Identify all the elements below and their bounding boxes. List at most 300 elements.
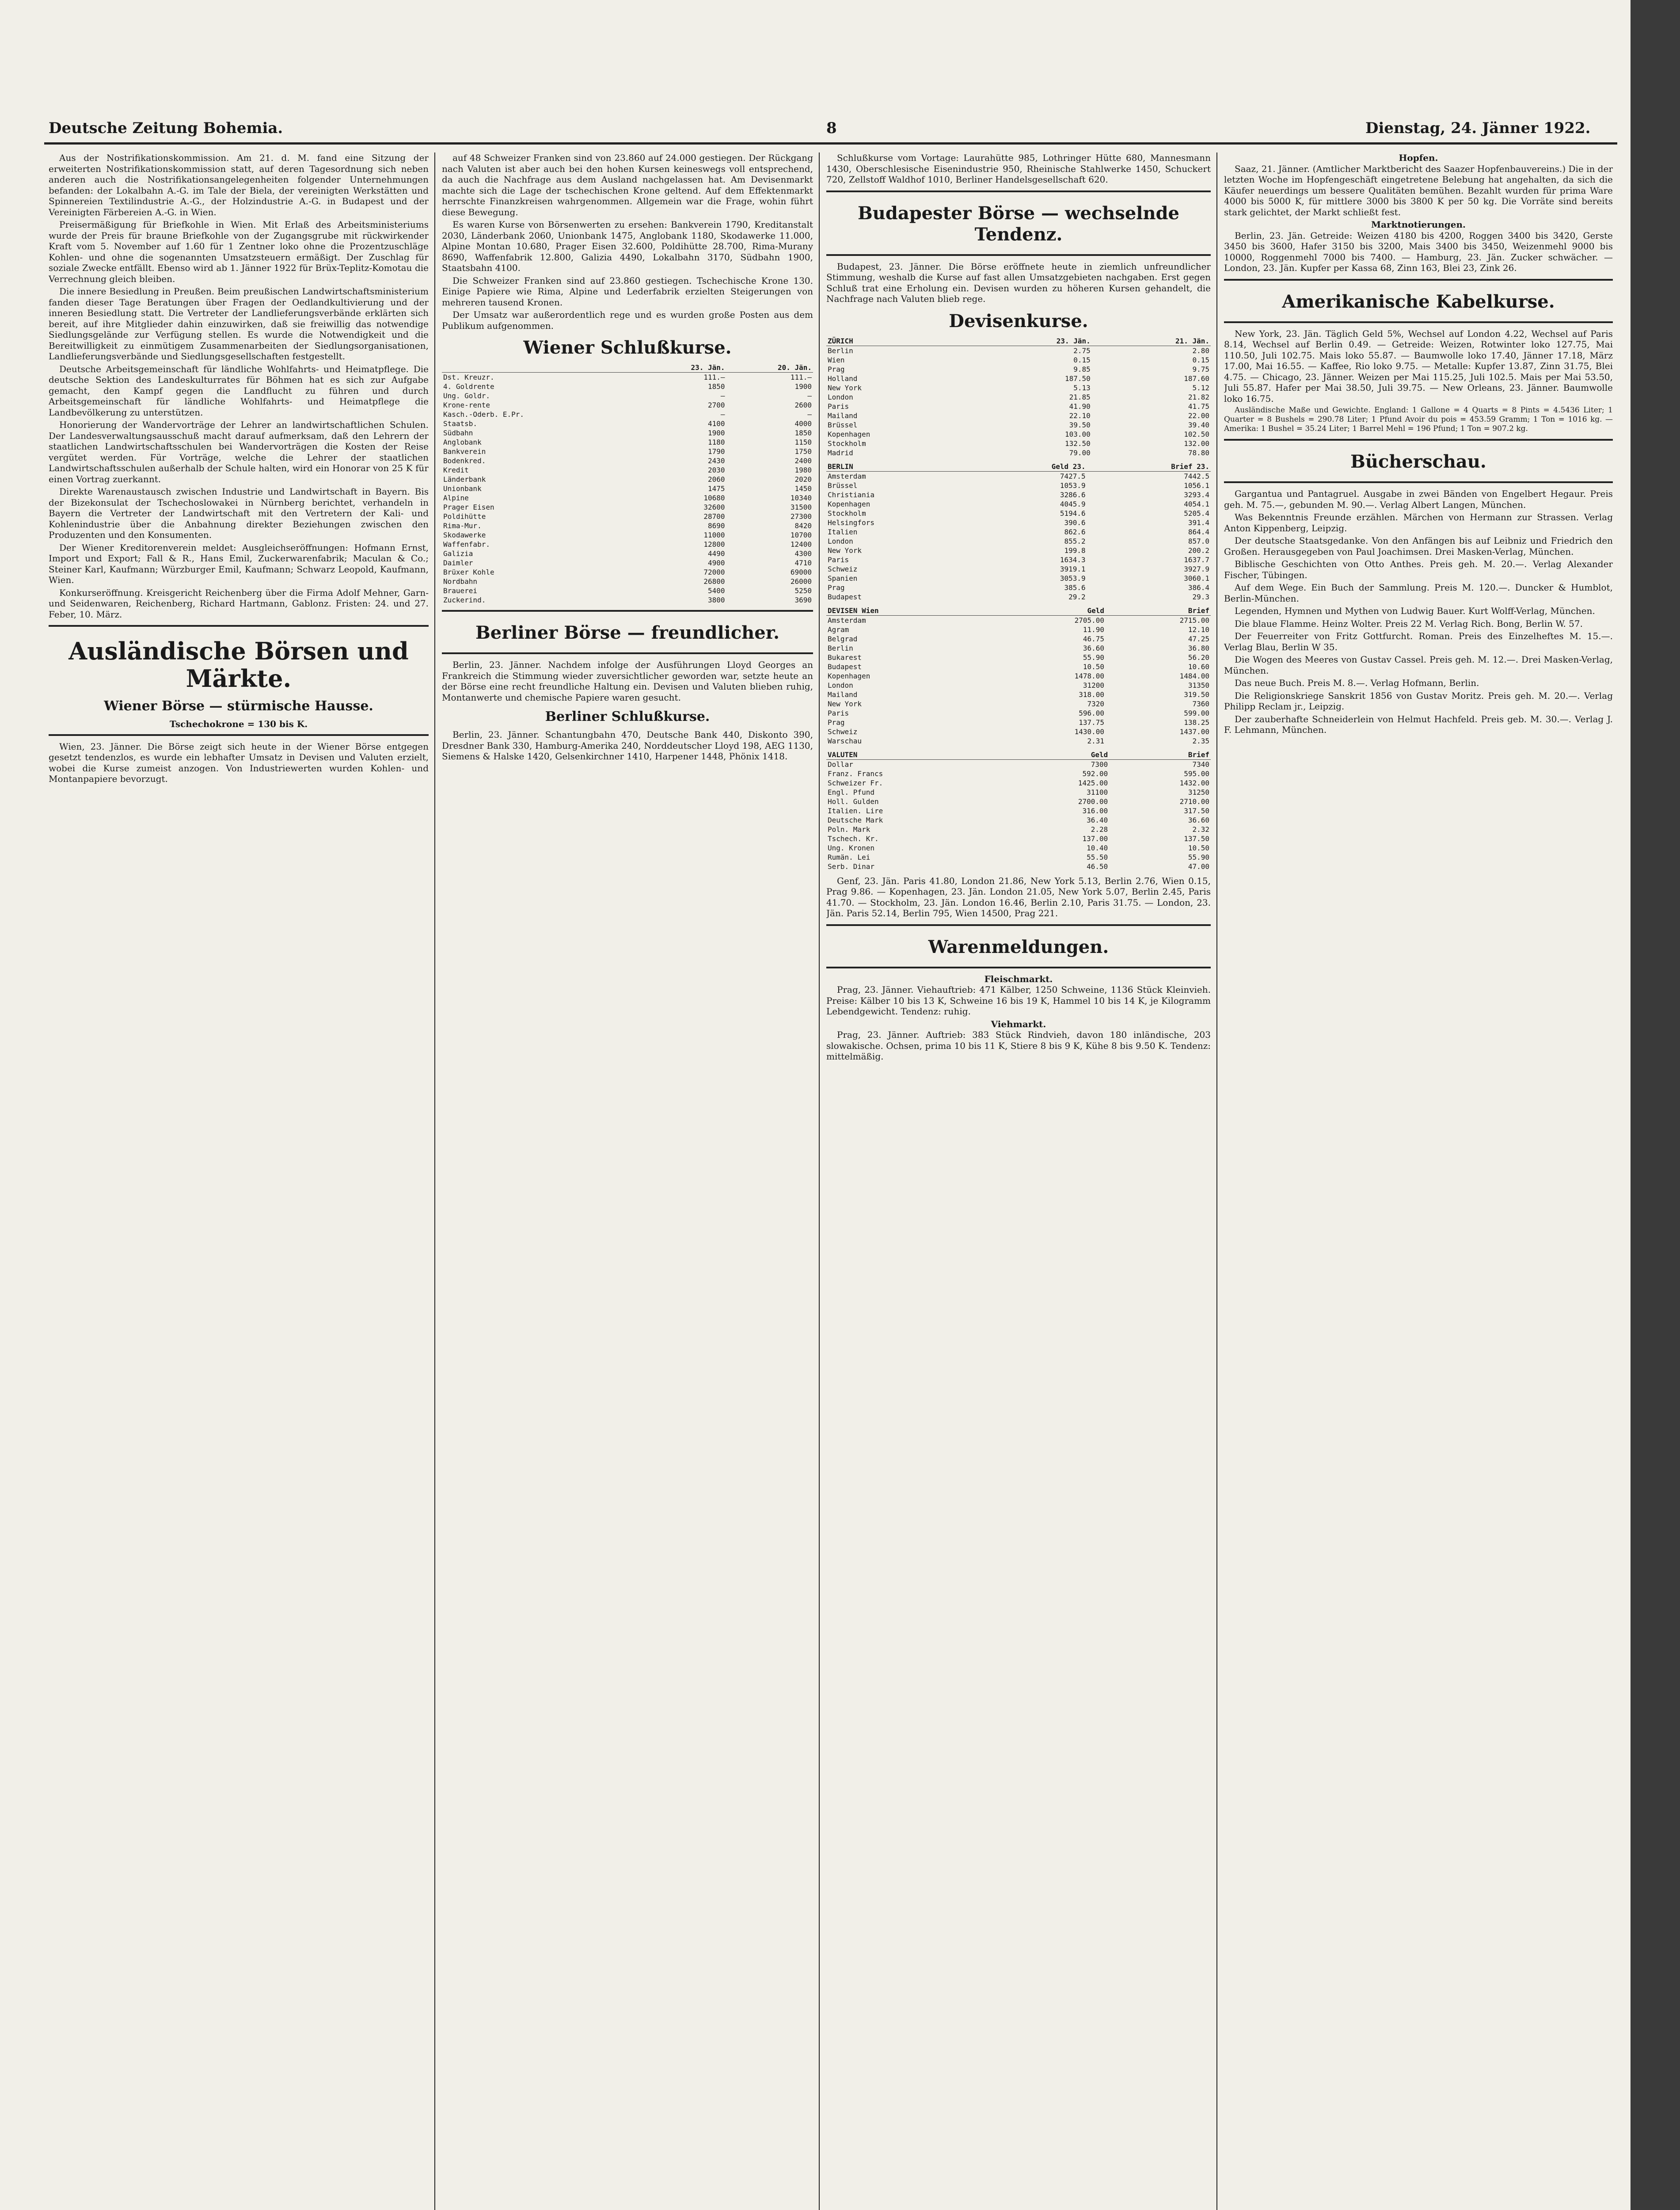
table-value-cell: 12800 [703,540,725,549]
table-value-cell: 9.85 [1073,365,1091,373]
table-value-cell: 2700 [708,401,725,409]
table-value-cell: 1790 [708,447,725,456]
table-label-cell: Agram [828,625,849,634]
table-label-cell: Brüssel [828,420,858,429]
table-label-cell: Alpine [443,494,469,502]
table-row [826,509,1211,518]
table-value-cell: 10680 [703,494,725,502]
table-value-cell: 55.50 [1087,853,1108,861]
table-value-cell: 41.90 [1069,402,1091,411]
table-value-cell: 319.50 [1184,690,1209,699]
table-value-cell: 7320 [1087,699,1104,708]
table-value-cell: 5.13 [1073,383,1091,392]
column-4 [1224,152,1613,2210]
table-value-cell: 111.— [790,373,812,381]
book-entry: Was Bekenntnis Freunde erzählen. Märchen von Hermann zur Strassen. Verlag Anton Kippenberg, Leipzig. [1224,512,1613,533]
table-row [826,653,1211,662]
table-value-cell: 46.75 [1083,634,1104,643]
table-value-cell: 29.3 [1192,592,1209,601]
table-row [442,512,813,521]
table-header-cell: Geld [1000,606,1106,616]
table-value-cell: 10.40 [1087,843,1108,852]
table-value-cell: 41.75 [1188,402,1209,411]
table-row [826,499,1211,509]
article-paragraph: New York, 23. Jän. Täglich Geld 5%, Wechsel auf London 4.22, Wechsel auf Paris 8.14, Wechsel auf Berlin 0.49. — Getreide: Weizen, Rotwinter loko 127.75, Mai 110.50, Juli 102.75. Mais loko 55.87. — Baumwolle loko 17.40, Jänner 17.18, März 17.00, Mai 16.55. — Kaffee, Rio loko 9.75. — Metalle: Kupfer 13.87, Zinn 31.75, Blei 4.75. — Chicago, 23. Jänner. Weizen per Mai 115.25, Juli 102.5. Mais per Mai 53.50, Juli 55.87. Hafer per Mai 38.50, Juli 39.75. — New Orleans, 23. Jänner. Baumwolle loko 16.75. [1224,328,1613,404]
table-value-cell: 10.60 [1188,662,1209,671]
table-value-cell: 1437.00 [1179,727,1209,736]
table-label-cell: Engl. Pfund [828,788,874,796]
table-value-cell: 2060 [708,475,725,484]
table-row [442,428,813,438]
table-row [826,825,1211,834]
table-header-row [826,750,1211,760]
column-1 [49,152,429,2210]
table-value-cell: 4100 [708,419,725,428]
table-value-cell: 2705.00 [1074,616,1104,625]
article-paragraph: Prag, 23. Jänner. Auftrieb: 383 Stück Rindvieh, davon 180 inländische, 203 slowakische. Ochsen, prima 10 bis 11 K, Stiere 8 bis 9 K, Kühe 8 bis 9.50 K. Tendenz: mittelmäßig. [826,1029,1211,1062]
table-row [442,484,813,493]
scan-frame-edge [1631,0,1680,2210]
book-entry: Biblische Geschichten von Otto Anthes. Preis geh. M. 20.—. Verlag Alexander Fischer, Tübingen. [1224,559,1613,580]
section-title: Warenmeldungen. [928,936,1109,957]
table-header-row [442,363,813,373]
table-value-cell: 5250 [794,587,812,595]
table-value-cell: 0.15 [1192,355,1209,364]
table-value-cell: 31250 [1188,788,1209,796]
table-row [826,527,1211,537]
table-row [826,759,1211,769]
table-row [442,586,813,595]
article-paragraph: Direkte Warenaustausch zwischen Industrie und Landwirtschaft in Bayern. Bis der Bizekonsulat der Tschechoslowakei in Nürnberg berichtet, verhandeln in Bayern die Vertreter der Landwirtschaft mit den Vertretern der Kali- und Kohlenindustrie über die Anbahnung direkter Beziehungen zwischen den Produzenten und den Konsumenten. [49,486,429,540]
section-box [826,191,1211,256]
table-header-cell: DEVISEN Wien [826,606,1000,616]
article-paragraph: Die Schweizer Franken sind auf 23.860 gestiegen. Tschechische Krone 130. Einige Papiere wie Rima, Alpine und Lederfabrik erzielten Steigerungen von mehreren tausend Kronen. [442,275,813,308]
table-value-cell: 7300 [1091,760,1108,769]
table-label-cell: Galizia [443,549,473,558]
table-label-cell: Kopenhagen [828,499,870,508]
table-row [442,447,813,456]
table-row [826,402,1211,411]
table-label-cell: Brauerei [443,587,478,595]
table-header-cell: Brief [1109,750,1211,760]
masthead-rule [44,142,1617,145]
article-paragraph: Deutsche Arbeitsgemeinschaft für ländliche Wohlfahrts- und Heimatpflege. Die deutsche Sektion des Landeskulturrates für Böhmen hat es sich zur Aufgabe gemacht, den Kampf gegen die Landflucht zu führen und durch Arbeitsgemeinschaft für ländliche Wohlfahrts- und Heimatpflege die Landbevölkerung zu unterstützen. [49,363,429,418]
article-paragraph: Die innere Besiedlung in Preußen. Beim preußischen Landwirtschaftsministerium fanden dieser Tage Beratungen über Fragen der Oedlandkultivierung und der inneren Besiedlung statt. Die Vertreter der Landlieferungsverbände erklärten sich bereit, auf ihre Mitglieder dahin einzuwirken, daß sie freiwillig das notwendige Siedlungsgelände zur Verfügung stellen. Es wurde die Notwendigkeit und die Bereitwilligkeit zu einmütigem Zusammenarbeiten der Siedlungsorganisationen, Landlieferungsverbände und Siedlungsgesellschaften festgestellt. [49,286,429,362]
table-value-cell: 4710 [794,559,812,567]
table-value-cell: 4045.9 [1060,499,1086,508]
table-header-cell: Brief 23. [1087,462,1211,472]
section-subline: Tschechokrone = 130 bis K. [169,719,308,729]
table-value-cell: 39.40 [1188,420,1209,429]
table-label-cell: Schweiz [828,564,858,573]
table-value-cell: 29.2 [1068,592,1086,601]
table-label-cell: Ung. Goldr. [443,392,490,400]
table-label-cell: Paris [828,709,849,717]
table-row [826,355,1211,365]
table-value-cell: 1900 [794,382,812,391]
table-value-cell: 55.90 [1188,853,1209,861]
table-value-cell: 3286.6 [1060,490,1086,499]
table-value-cell: 10.50 [1083,662,1104,671]
table-value-cell: 7427.5 [1060,472,1086,480]
table-value-cell: 1484.00 [1179,671,1209,680]
section-title: Budapester Börse — wechselnde Tendenz. [857,202,1179,245]
table-row [442,438,813,447]
table-row [442,577,813,586]
subsection-title: Marktnotierungen. [1371,219,1466,230]
book-entry: Der deutsche Staatsgedanke. Von den Anfängen bis auf Leibniz und Friedrich den Großen. Herausgegeben von Paul Joachimsen. Drei Masken-Verlag, München. [1224,535,1613,557]
table-value-cell: 31500 [790,503,812,511]
table-row [826,862,1211,871]
table-header-cell: VALUTEN [826,750,1008,760]
table-row [826,490,1211,499]
table-value-cell: 1053.9 [1060,481,1086,490]
table-label-cell: Unionbank [443,484,482,493]
column-3 [826,152,1211,2210]
table-label-cell: Christiania [828,490,874,499]
table-label-cell: Brüssel [828,481,858,490]
table-row [826,690,1211,699]
table-value-cell: 47.00 [1188,862,1209,871]
article-paragraph: Ausländische Maße und Gewichte. England: 1 Gallone = 4 Quarts = 8 Pints = 4.5436 Liter; 1 Quarter = 8 Bushels = 290.78 Liter; 1 Pfund Avoir du pois = 453.59 Gramm; 1 Ton = 1016 kg. — Amerika: 1 Bushel = 35.24 Liter; 1 Barrel Mehl = 196 Pfund; 1 Ton = 907.2 kg. [1224,406,1613,433]
table-value-cell: 28700 [703,512,725,521]
article-paragraph: Der Wiener Kreditorenverein meldet: Ausgleichseröffnungen: Hofmann Ernst, Import und Export; Fall & R., Hans Emil, Zuckerwarenfabrik; Maculan & Co.; Steiner Karl, Kaufmann; Würzburger Emil, Kaufmann; Schwarz Leopold, Kaufmann, Wien. [49,542,429,585]
table-row [826,481,1211,490]
table-value-cell: 21.82 [1188,392,1209,401]
table-row [826,788,1211,797]
table-value-cell: 1900 [708,429,725,437]
book-entry: Die Religionskriege Sanskrit 1856 von Gustav Moritz. Preis geh. M. 20.—. Verlag Philipp Reclam jr., Leipzig. [1224,690,1613,712]
table-value-cell: 132.50 [1065,439,1091,448]
section-box [49,625,429,736]
table-value-cell: 855.2 [1064,537,1086,545]
table-value-cell: 72000 [703,568,725,576]
table-label-cell: Zuckerind. [443,596,486,604]
table-label-cell: Mailand [828,690,858,699]
table-row [826,634,1211,644]
table-value-cell: 3053.9 [1060,574,1086,583]
book-entry: Die blaue Flamme. Heinz Wolter. Preis 22 M. Verlag Rich. Bong, Berlin W. 57. [1235,618,1583,629]
section-title: Bücherschau. [1350,451,1486,472]
table-row [826,736,1211,746]
table-header-cell: Geld [1008,750,1110,760]
table-value-cell: 2.35 [1192,736,1209,745]
table-label-cell: Budapest [828,662,862,671]
table-value-cell: 36.80 [1188,644,1209,652]
table-row [826,374,1211,383]
table-value-cell: 3919.1 [1060,564,1086,573]
table-row [826,699,1211,709]
table-row [826,778,1211,788]
table-row [826,392,1211,402]
table-title: Devisenkurse. [949,310,1088,332]
article-paragraph: Schlußkurse vom Vortage: Laurahütte 985, Lothringer Hütte 680, Mannesmann 1430, Oberschlesische Eisenindustrie 950, Rheinische Stahlwerke 1450, Schuckert 720, Zellstoff Waldhof 1010, Berliner Handelsgesellschaft 620. [826,152,1211,185]
table-value-cell: 2020 [794,475,812,484]
table-value-cell: 56.20 [1188,653,1209,662]
table-value-cell: 31200 [1083,681,1104,690]
table-value-cell: 26800 [703,577,725,586]
table-label-cell: Franz. Francs [828,769,883,778]
table-row [442,410,813,419]
article-paragraph: Konkurseröffnung. Kreisgericht Reichenberg über die Firma Adolf Mehner, Garn- und Seidenwaren, Reichenberg, Richard Hartmann, Gablonz. Fristen: 24. und 27. Feber, 10. März. [49,587,429,620]
table-value-cell: 47.25 [1188,634,1209,643]
table-label-cell: Stockholm [828,509,866,518]
table-value-cell: 2.75 [1073,346,1091,355]
table-value-cell: 187.60 [1184,374,1209,383]
book-entry: Der zauberhafte Schneiderlein von Helmut Hachfeld. Preis geb. M. 30.—. Verlag J. F. Lehmann, München. [1224,713,1613,735]
table-value-cell: — [807,410,812,419]
table-label-cell: Bukarest [828,653,862,662]
table-value-cell: 4300 [794,549,812,558]
table-value-cell: 1634.3 [1060,555,1086,564]
table-value-cell: 102.50 [1184,430,1209,438]
table-label-cell: New York [828,699,862,708]
table-label-cell: Waffenfabr. [443,540,490,549]
table-label-cell: Brüxer Kohle [443,568,494,576]
table-value-cell: 5205.4 [1184,509,1209,518]
table-value-cell: 2.32 [1192,825,1209,834]
table-value-cell: 2400 [794,457,812,465]
table-value-cell: 10700 [790,531,812,539]
section-title: Ausländische Börsen und Märkte. [68,637,409,693]
book-entry: Auf dem Wege. Ein Buch der Sammlung. Preis M. 120.—. Duncker & Humblot, Berlin-München. [1224,582,1613,604]
table-row [826,564,1211,574]
table-header-cell: 21. Jän. [1092,336,1211,346]
table-header-cell: Geld 23. [976,462,1087,472]
table-label-cell: Dst. Kreuzr. [443,373,494,381]
section-box [826,924,1211,968]
table-label-cell: London [828,681,853,690]
table-value-cell: 10340 [790,494,812,502]
table-row [826,420,1211,430]
table-value-cell: 11.90 [1083,625,1104,634]
table-value-cell: 111.— [703,373,725,381]
table-label-cell: Paris [828,402,849,411]
table-value-cell: 39.50 [1069,420,1091,429]
table-label-cell: Anglobank [443,438,482,446]
table-label-cell: Poldihütte [443,512,486,521]
wien-devisen-table [826,606,1211,746]
table-row [826,383,1211,392]
book-entry: Gargantua und Pantagruel. Ausgabe in zwei Bänden von Engelbert Hegaur. Preis geh. M. 75.—, gebunden M. 90.—. Verlag Albert Langen, München. [1224,488,1613,510]
table-row [826,411,1211,420]
table-label-cell: Italien [828,527,858,536]
table-value-cell: 11000 [703,531,725,539]
table-row [442,530,813,540]
column-rule [819,152,820,2210]
table-value-cell: 5.12 [1192,383,1209,392]
table-label-cell: New York [828,383,862,392]
table-row [826,546,1211,555]
table-label-cell: Deutsche Mark [828,815,883,824]
table-value-cell: 2030 [708,466,725,474]
table-value-cell: 595.00 [1184,769,1209,778]
table-value-cell: 103.00 [1065,430,1091,438]
table-label-cell: Berlin [828,644,853,652]
table-row [826,806,1211,815]
masthead-date: Dienstag, 24. Jänner 1922. [1365,119,1591,137]
table-value-cell: 1637.7 [1184,555,1209,564]
table-row [826,471,1211,481]
table-value-cell: 1478.00 [1074,671,1104,680]
zurich-quotes-table [826,336,1211,457]
section-box [1224,439,1613,483]
table-label-cell: Spanien [828,574,858,583]
table-row [442,456,813,465]
table-row [826,727,1211,736]
table-value-cell: 857.0 [1188,537,1209,545]
table-header-cell: 20. Jän. [726,363,813,373]
table-row [826,671,1211,681]
table-label-cell: New York [828,546,862,555]
table-value-cell: 1850 [794,429,812,437]
table-value-cell: 592.00 [1082,769,1108,778]
table-label-cell: Staatsb. [443,419,478,428]
article-paragraph: Berlin, 23. Jänner. Schantungbahn 470, Deutsche Bank 440, Diskonto 390, Dresdner Bank 330, Hamburg-Amerika 240, Norddeutscher Lloyd 198, AEG 1130, Siemens & Halske 1420, Gelsenkirchner 1410, Harpener 1448, Phönix 1418. [442,729,813,762]
table-row [442,568,813,577]
table-header-row [826,462,1211,472]
table-value-cell: 4054.1 [1184,499,1209,508]
table-label-cell: Schweizer Fr. [828,778,883,787]
table-value-cell: 864.4 [1188,527,1209,536]
table-label-cell: Kopenhagen [828,430,870,438]
table-label-cell: Ung. Kronen [828,843,874,852]
table-row [826,518,1211,527]
table-label-cell: Nordbahn [443,577,478,586]
section-box [1224,279,1613,323]
article-paragraph: auf 48 Schweizer Franken sind von 23.860 auf 24.000 gestiegen. Der Rückgang nach Valuten ist aber auch bei den hohen Kursen keineswegs voll entsprechend, da auch die Nachfrage aus dem Ausland nachgelassen hat. Am Devisenmarkt machte sich die Lage der tschechischen Krone geltend. Auf dem Effektenmarkt herrschte Finanzkreisen wahrgenommen. Allgemein war die Frage, wohin führt diese Bewegung. [442,152,813,217]
berlin-quotes-table [826,462,1211,602]
table-value-cell: 2.80 [1192,346,1209,355]
table-value-cell: 2430 [708,457,725,465]
table-value-cell: 1475 [708,484,725,493]
table-value-cell: 3690 [794,596,812,604]
table-row [826,834,1211,843]
table-row [442,521,813,530]
table-row [826,346,1211,355]
table-value-cell: 1432.00 [1179,778,1209,787]
table-label-cell: Prag [828,718,845,727]
table-row [826,644,1211,653]
column-rule [434,152,435,2210]
table-label-cell: Amsterdam [828,616,866,625]
table-value-cell: 138.25 [1184,718,1209,727]
table-value-cell: 1450 [794,484,812,493]
table-row [442,373,813,382]
table-label-cell: Warschau [828,736,862,745]
table-value-cell: 1850 [708,382,725,391]
table-value-cell: 137.75 [1079,718,1104,727]
table-row [826,365,1211,374]
table-row [442,419,813,428]
table-value-cell: — [720,410,725,419]
table-header-cell: BERLIN [826,462,976,472]
table-header-cell: ZÜRICH [826,336,973,346]
section-title: Amerikanische Kabelkurse. [1282,291,1555,312]
table-value-cell: 4000 [794,419,812,428]
table-value-cell: 7340 [1192,760,1209,769]
table-value-cell: 187.50 [1065,374,1091,383]
table-label-cell: Serb. Dinar [828,862,874,871]
article-paragraph: Der Umsatz war außerordentlich rege und es wurden große Posten aus dem Publikum aufgenommen. [442,309,813,331]
book-entry: Legenden, Hymnen und Mythen von Ludwig Bauer. Kurt Wolff-Verlag, München. [1235,606,1595,616]
table-value-cell: 22.10 [1069,411,1091,420]
section-subtitle: Wiener Börse — stürmische Hausse. [104,698,373,714]
table-value-cell: 317.50 [1184,806,1209,815]
book-entry: Die Wogen des Meeres von Gustav Cassel. Preis geh. M. 12.—. Drei Masken-Verlag, München. [1224,654,1613,676]
table-label-cell: Bankverein [443,447,486,456]
table-value-cell: 5194.6 [1060,509,1086,518]
table-value-cell: 27300 [790,512,812,521]
table-value-cell: 31350 [1188,681,1209,690]
table-row [826,555,1211,564]
subsection-title: Hopfen. [1399,152,1438,163]
table-row [826,797,1211,806]
article-paragraph: Preisermäßigung für Briefkohle in Wien. Mit Erlaß des Arbeitsministeriums wurde der Preis für braune Briefkohle von der Zugangsgrube mit rückwirkender Kraft vom 5. November auf 1.60 für 1 Zentner loko ohne die Prozentzuschläge Kohlen- und ohne die sogenannten Umsatzsteuern ermäßigt. Der Zuschlag für soziale Zwecke entfällt. Ebenso wird ab 1. Jänner 1922 für Brüx-Teplitz-Komotau die Verrechnung gleich bleiben. [49,219,429,284]
article-paragraph: Aus der Nostrifikationskommission. Am 21. d. M. fand eine Sitzung der erweiterten Nostrifikationskommission statt, auf deren Tagesordnung sich neben anderen auch die Nostrifikationsangelegenheiten folgender Unternehmungen befanden: der Lokalbahn A.-G. im Tale der Biela, der vereinigten Werkstätten und Spinnereien Textilindustrie A.-G., der Holzindustrie A.-G. in Budapest und der Vereinigten Färbereien A.-G. in Wien. [49,152,429,217]
table-label-cell: Kredit [443,466,469,474]
table-value-cell: 316.00 [1082,806,1108,815]
table-value-cell: 36.40 [1087,815,1108,824]
table-label-cell: Tschech. Kr. [828,834,879,843]
table-value-cell: 2.28 [1091,825,1108,834]
table-row [826,574,1211,583]
table-label-cell: Prag [828,365,845,373]
table-row [442,493,813,503]
table-value-cell: 32600 [703,503,725,511]
table-label-cell: Italien. Lire [828,806,883,815]
table-label-cell: Belgrad [828,634,858,643]
table-row [826,681,1211,690]
table-label-cell: Prag [828,583,845,592]
table-value-cell: 7360 [1192,699,1209,708]
table-value-cell: 10.50 [1188,843,1209,852]
table-value-cell: 137.00 [1082,834,1108,843]
column-rule [1216,152,1217,2210]
table-row [442,475,813,484]
table-label-cell: Rumän. Lei [828,853,870,861]
table-label-cell: Daimler [443,559,473,567]
table-row [826,439,1211,448]
table-value-cell: — [720,392,725,400]
table-header-cell: 23. Jän. [973,336,1092,346]
table-label-cell: Amsterdam [828,472,866,480]
table-value-cell: 2710.00 [1179,797,1209,806]
table-row [826,843,1211,853]
table-value-cell: 46.50 [1087,862,1108,871]
table-row [442,465,813,475]
table-value-cell: 137.50 [1184,834,1209,843]
table-row [826,769,1211,778]
table-header-cell: 23. Jän. [639,363,726,373]
article-paragraph: Budapest, 23. Jänner. Die Börse eröffnete heute in ziemlich unfreundlicher Stimmung, weshalb die Kurse auf fast allen Umsatzgebieten nachgaben. Erst gegen Schluß trat eine Erholung ein. Devisen wurden zu höheren Kursen gehandelt, die Nachfrage nach Valuten blieb rege. [826,261,1211,304]
table-value-cell: 1430.00 [1074,727,1104,736]
table-value-cell: 3927.9 [1184,564,1209,573]
masthead-page-number: 8 [826,119,837,137]
table-row [826,625,1211,634]
table-value-cell: 3800 [708,596,725,604]
table-label-cell: London [828,392,853,401]
section-title: Berliner Börse — freundlicher. [475,622,780,643]
table-value-cell: 36.60 [1083,644,1104,652]
table-value-cell: 596.00 [1079,709,1104,717]
table-label-cell: Poln. Mark [828,825,870,834]
table-value-cell: 21.85 [1069,392,1091,401]
table-value-cell: 0.15 [1073,355,1091,364]
table-value-cell: 199.8 [1064,546,1086,555]
table-row [442,400,813,410]
article-paragraph: Prag, 23. Jänner. Viehauftrieb: 471 Kälber, 1250 Schweine, 1136 Stück Kleinvieh. Preise: Kälber 10 bis 13 K, Schweine 16 bis 19 K, Hammel 10 bis 14 K, je Kilogramm Lebendgewicht. Tendenz: ruhig. [826,984,1211,1017]
